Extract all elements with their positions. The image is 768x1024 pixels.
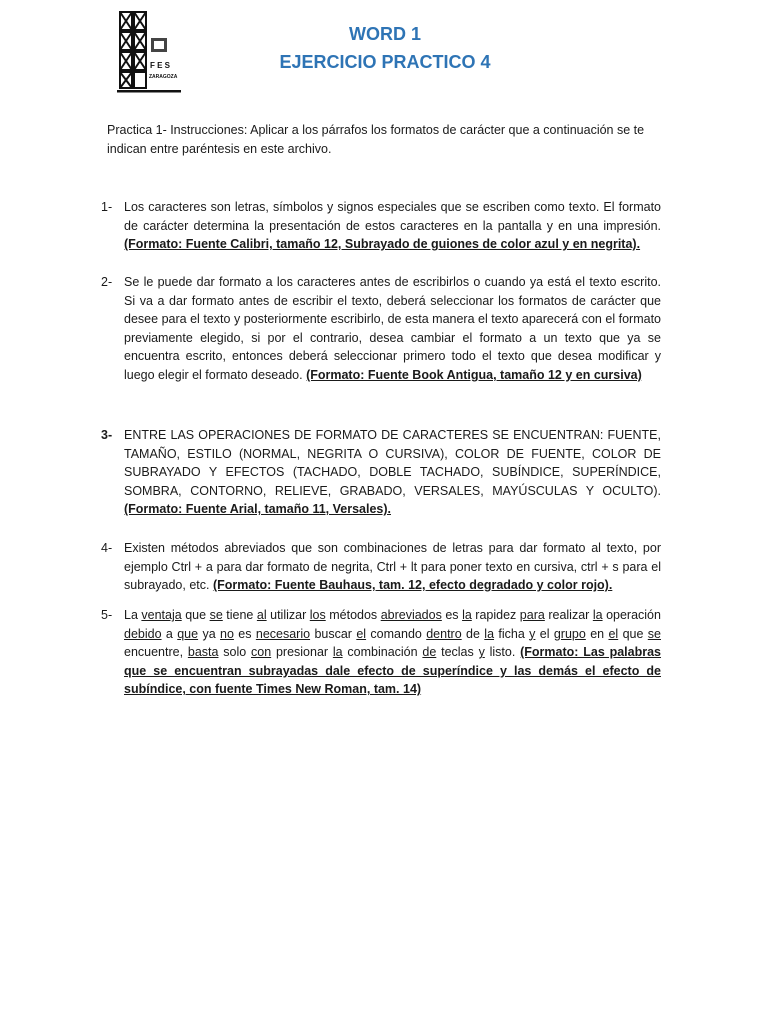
item-text: Se le puede dar formato a los caracteres antes de escribirlos o cuando ya está el texto escrito. Si va a dar formato antes de escribir el texto, deberá seleccionar los formatos de carácter que desee para el texto y posteriormente escribirlo, de esta manera el texto aparecerá con el formato previamente elegido, si por el contrario, desea cambiar el formato a un texto que ya se encuentra escrito, entonces deberá seleccionar primero todo el texto que desea modificar y luego elegir el formato deseado. (124, 275, 661, 382)
text-run: ficha (494, 626, 530, 641)
text-run: el (535, 626, 554, 641)
text-run: combinación (342, 645, 423, 660)
page-title (230, 20, 540, 76)
text-run: buscar (310, 626, 357, 641)
item-text-container (124, 273, 661, 385)
item-text: Los caracteres son letras, símbolos y signos especiales que se escriben como texto. El formato de carácter determina la presentación de estos caracteres en la pantalla y en una impresión. (124, 200, 661, 233)
list-item-3 (101, 426, 661, 519)
underlined-word: ventaja (141, 608, 182, 622)
item-number: 3- (101, 428, 113, 442)
text-run: solo (218, 645, 251, 660)
underlined-word: al (256, 608, 267, 622)
underlined-word: y (529, 626, 536, 641)
text-run: a (161, 626, 178, 641)
underlined-word: grupo (553, 626, 586, 641)
text-run: de (461, 626, 485, 641)
item-number: 2- (101, 275, 113, 289)
list-item-5 (101, 606, 661, 699)
intro-paragraph: Practica 1- Instrucciones: Aplicar a los párrafos los formatos de carácter que a continuación se te indican entre paréntesis en este archivo. (107, 123, 645, 156)
text-run: La (124, 608, 142, 622)
underlined-word: abreviados (380, 608, 442, 622)
underlined-word: con (251, 645, 272, 660)
list-item-1 (101, 198, 661, 254)
list-item-4 (101, 539, 661, 595)
underlined-word: no (220, 626, 234, 641)
underlined-word: se (647, 626, 661, 641)
text-run: tiene (222, 608, 257, 622)
text-run: listo. (484, 645, 521, 660)
underlined-word: necesario (255, 626, 311, 641)
text-run: ya (198, 626, 221, 641)
text-run: comando (366, 626, 427, 641)
text-run: utilizar (266, 608, 310, 622)
underlined-word: debido (124, 626, 162, 641)
text-run: teclas (436, 645, 479, 660)
underlined-word: se (209, 608, 223, 622)
underlined-word: que (177, 626, 199, 641)
title-line-1: WORD 1 (349, 24, 421, 44)
svg-text:F E S: F E S (150, 61, 171, 70)
underlined-word: la (484, 626, 495, 641)
item-format-instruction: (Formato: Fuente Arial, tamaño 11, Versales). (124, 502, 391, 517)
item-format-instruction: (Formato: Las palabras que se encuentran subrayadas dale efecto de superíndice y las demás el efecto de subíndice, con fuente Times New Roman, tam. 14) (124, 645, 662, 697)
underlined-word: el (608, 626, 619, 641)
underlined-word: el (356, 626, 367, 641)
item-text-container (124, 606, 661, 699)
underlined-word: dentro (426, 626, 462, 641)
text-run: métodos (325, 608, 381, 622)
underlined-word: basta (187, 645, 219, 660)
fes-zaragoza-logo (115, 10, 183, 94)
text-run: operación (602, 608, 661, 622)
text-run: encuentre, (124, 645, 188, 660)
text-run: que (618, 626, 648, 641)
item-text: ENTRE LAS OPERACIONES DE FORMATO DE CARACTERES SE ENCUENTRAN: FUENTE, TAMAÑO, ESTILO (NORMAL, NEGRITA O CURSIVA), COLOR DE FUENTE, COLOR DE SUBRAYADO Y EFECTOS (TACHADO, DOBLE TACHADO, SUBÍNDICE, SUPERÍNDICE, SOMBRA, CONTORNO, RELIEVE, GRABADO, VERSALES, MAYÚSCULAS Y OCULTO). (124, 428, 661, 498)
item-text-container (124, 198, 661, 254)
underlined-word: para (519, 608, 545, 622)
title-line-2: EJERCICIO PRACTICO 4 (279, 52, 491, 72)
text-run: presionar (271, 645, 333, 660)
item-format-instruction: (Formato: Fuente Bauhaus, tam. 12, efecto degradado y color rojo). (212, 578, 613, 593)
item-format-instruction: (Formato: Fuente Book Antigua, tamaño 12 y en cursiva) (306, 367, 642, 382)
item-text-container (124, 539, 661, 595)
list-item-2 (101, 273, 661, 385)
item-text-container (124, 426, 661, 519)
text-run: en (585, 626, 609, 641)
item-number: 5- (101, 608, 113, 622)
underlined-word: los (309, 608, 326, 622)
item-number: 4- (101, 541, 113, 555)
text-run: que (181, 608, 210, 622)
svg-text:ZARAGOZA: ZARAGOZA (149, 74, 178, 80)
item-text: Existen métodos abreviados que son combinaciones de letras para dar formato al texto, por ejemplo Ctrl + a para dar formato de negrita, Ctrl + lt para poner texto en cursiva, ctrl + s para el subrayado, etc. (124, 541, 661, 593)
text-run: es (441, 608, 463, 622)
text-run: rapidez (471, 608, 520, 622)
underlined-word: y (478, 645, 485, 660)
text-run: es (233, 626, 256, 641)
underlined-word: la (592, 608, 603, 622)
underlined-word: de (422, 645, 437, 660)
underlined-word: la (462, 608, 472, 622)
underlined-word: la (332, 645, 343, 660)
text-run: realizar (544, 608, 593, 622)
item-format-instruction: (Formato: Fuente Calibri, tamaño 12, Subrayado de guiones de color azul y en negrita). (124, 237, 641, 252)
item-number: 1- (101, 200, 113, 214)
